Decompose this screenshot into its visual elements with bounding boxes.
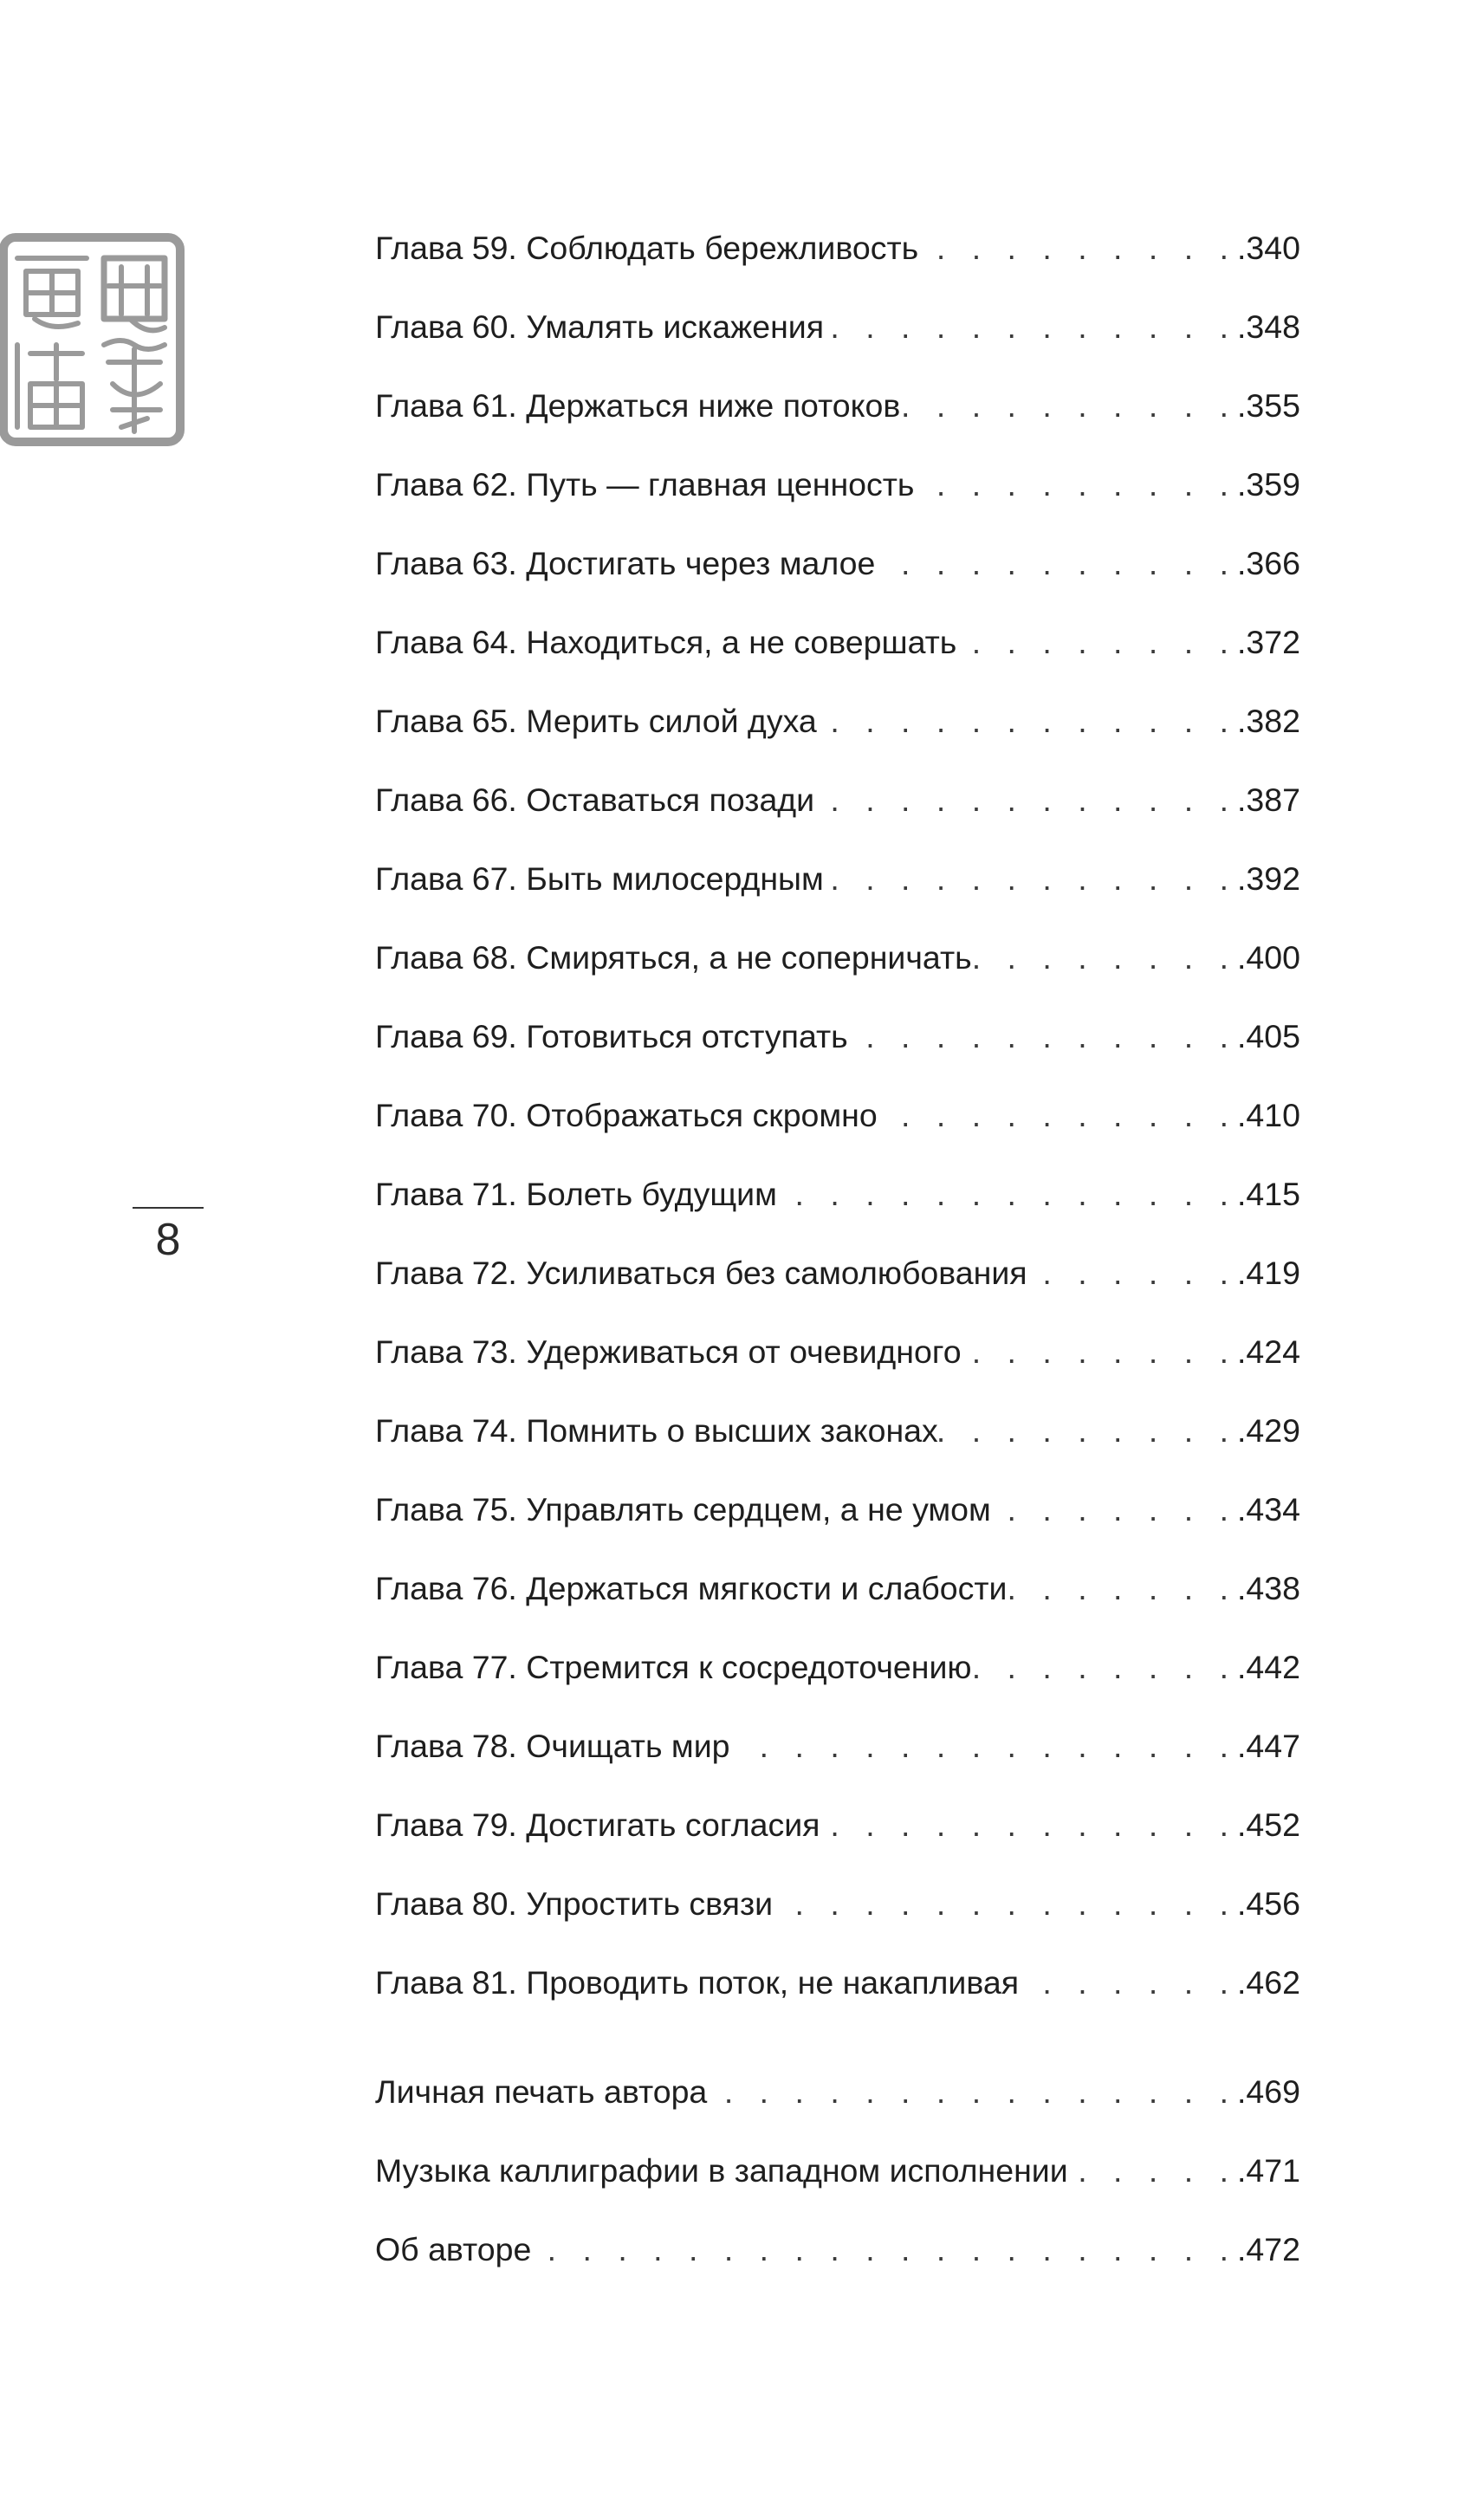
toc-entry-page: .348 — [1237, 308, 1300, 345]
toc-entry[interactable] — [375, 222, 1300, 274]
toc-entry-title: Глава 77. Стремится к сосредоточению — [375, 1649, 972, 1685]
toc-entry-page: .438 — [1237, 1570, 1300, 1606]
toc-dot-leader — [1007, 1562, 1237, 1614]
toc-dot-leader — [900, 379, 1237, 431]
toc-entry-title: Глава 78. Очищать мир — [375, 1728, 730, 1764]
toc-entry-page: .452 — [1237, 1807, 1300, 1843]
toc-entry[interactable] — [375, 1562, 1300, 1614]
toc-entry-page: .387 — [1237, 782, 1300, 818]
toc-entry[interactable] — [375, 2144, 1300, 2196]
toc-entry-title: Глава 81. Проводить поток, не накапливая — [375, 1964, 1020, 2001]
toc-dot-leader — [918, 222, 1237, 274]
toc-dot-leader — [848, 1010, 1237, 1062]
toc-entry-title: Глава 69. Готовиться отступать — [375, 1018, 848, 1054]
toc-dot-leader — [972, 931, 1237, 983]
toc-entry[interactable] — [375, 1641, 1300, 1693]
toc-entry-title: Глава 75. Управлять сердцем, а не умом — [375, 1491, 991, 1528]
toc-dot-leader — [824, 853, 1237, 905]
toc-entry[interactable] — [375, 458, 1300, 510]
toc-entry-page: .447 — [1237, 1728, 1300, 1764]
toc-entry[interactable] — [375, 1326, 1300, 1378]
toc-dot-leader — [817, 695, 1237, 747]
toc-entry-title: Глава 73. Удерживаться от очевидного — [375, 1333, 962, 1370]
toc-dot-leader — [1068, 2144, 1237, 2196]
toc-entry-page: .462 — [1237, 1964, 1300, 2001]
toc-entry-page: .469 — [1237, 2073, 1300, 2110]
toc-entry-title: Глава 72. Усиливаться без самолюбования — [375, 1255, 1027, 1291]
toc-entry-title: Глава 68. Смиряться, а не соперничать — [375, 939, 972, 976]
toc-dot-leader — [773, 1878, 1237, 1930]
toc-dot-leader — [531, 2223, 1237, 2275]
toc-entry-page: .372 — [1237, 624, 1300, 660]
author-seal-icon — [0, 232, 186, 447]
toc-entry-title: Глава 71. Болеть будущим — [375, 1176, 777, 1212]
toc-entry-title: Глава 76. Держаться мягкости и слабости — [375, 1570, 1008, 1606]
toc-entry[interactable] — [375, 774, 1300, 826]
toc-entry[interactable] — [375, 1247, 1300, 1299]
toc-entry-title: Глава 61. Держаться ниже потоков — [375, 387, 901, 424]
toc-dot-leader — [938, 1404, 1237, 1456]
toc-entry-page: .392 — [1237, 860, 1300, 897]
toc-entry-title: Глава 62. Путь — главная ценность — [375, 466, 915, 503]
toc-entry[interactable] — [375, 1720, 1300, 1772]
toc-dot-leader — [914, 458, 1237, 510]
toc-entry-page: .400 — [1237, 939, 1300, 976]
toc-entry-page: .429 — [1237, 1412, 1300, 1449]
toc-entry-title: Глава 60. Умалять искажения — [375, 308, 825, 345]
toc-entry[interactable] — [375, 1956, 1300, 2008]
page-number-rule — [133, 1207, 204, 1209]
toc-entry[interactable] — [375, 1404, 1300, 1456]
toc-dot-leader — [814, 774, 1237, 826]
toc-entry-page: .442 — [1237, 1649, 1300, 1685]
toc-entry[interactable] — [375, 853, 1300, 905]
toc-entry-page: .359 — [1237, 466, 1300, 503]
toc-entry-title: Глава 79. Достигать согласия — [375, 1807, 820, 1843]
page-number: 8 — [155, 1215, 181, 1265]
toc-dot-leader — [956, 616, 1237, 668]
toc-dot-leader — [777, 1168, 1237, 1220]
toc-entry[interactable] — [375, 537, 1300, 589]
toc-entry[interactable] — [375, 695, 1300, 747]
toc-dot-leader — [972, 1641, 1237, 1693]
toc-dot-leader — [824, 301, 1237, 353]
toc-entry-title: Глава 65. Мерить силой духа — [375, 703, 817, 739]
toc-entry-page: .340 — [1237, 230, 1300, 266]
toc-entry[interactable] — [375, 1799, 1300, 1851]
toc-dot-leader — [730, 1720, 1237, 1772]
toc-entry[interactable] — [375, 931, 1300, 983]
toc-entry-title: Глава 74. Помнить о высших законах — [375, 1412, 938, 1449]
toc-entry-page: .456 — [1237, 1885, 1300, 1922]
toc-entry[interactable] — [375, 2066, 1300, 2118]
toc-entry-title: Глава 63. Достигать через малое — [375, 545, 876, 581]
toc-entry-title: Глава 66. Оставаться позади — [375, 782, 815, 818]
toc-entry-page: .415 — [1237, 1176, 1300, 1212]
toc-dot-leader — [875, 537, 1237, 589]
toc-entry-page: .471 — [1237, 2152, 1300, 2189]
toc-dot-leader — [962, 1326, 1237, 1378]
toc-entry[interactable] — [375, 616, 1300, 668]
toc-dot-leader — [1019, 1956, 1237, 2008]
toc-entry-page: .382 — [1237, 703, 1300, 739]
toc-entry[interactable] — [375, 1878, 1300, 1930]
toc-entry-title: Глава 80. Упростить связи — [375, 1885, 774, 1922]
toc-entry-page: .405 — [1237, 1018, 1300, 1054]
toc-entry-page: .434 — [1237, 1491, 1300, 1528]
table-of-contents — [375, 0, 1302, 2517]
toc-entry-title: Музыка каллиграфии в западном исполнении — [375, 2152, 1068, 2189]
toc-entry-title: Глава 64. Находиться, а не совершать — [375, 624, 957, 660]
toc-dot-leader — [707, 2066, 1237, 2118]
toc-entry[interactable] — [375, 1089, 1300, 1141]
toc-dot-leader — [1027, 1247, 1237, 1299]
toc-dot-leader — [820, 1799, 1237, 1851]
toc-entry-page: .355 — [1237, 387, 1300, 424]
toc-entry-page: .419 — [1237, 1255, 1300, 1291]
toc-entry-page: .424 — [1237, 1333, 1300, 1370]
toc-entry-title: Личная печать автора — [375, 2073, 708, 2110]
toc-dot-leader — [991, 1483, 1237, 1535]
toc-entry-title: Глава 70. Отображаться скромно — [375, 1097, 878, 1133]
toc-entry[interactable] — [375, 301, 1300, 353]
toc-entry[interactable] — [375, 2223, 1300, 2275]
toc-entry-page: .472 — [1237, 2231, 1300, 2267]
toc-entry-title: Глава 67. Быть милосердным — [375, 860, 824, 897]
toc-entry[interactable] — [375, 1483, 1300, 1535]
toc-entry[interactable] — [375, 1168, 1300, 1220]
toc-dot-leader — [878, 1089, 1237, 1141]
toc-entry-page: .410 — [1237, 1097, 1300, 1133]
toc-entry[interactable] — [375, 379, 1300, 431]
toc-entry-title: Глава 59. Соблюдать бережливость — [375, 230, 919, 266]
toc-entry-page: .366 — [1237, 545, 1300, 581]
toc-entry[interactable] — [375, 1010, 1300, 1062]
toc-entry-title: Об авторе — [375, 2231, 532, 2267]
